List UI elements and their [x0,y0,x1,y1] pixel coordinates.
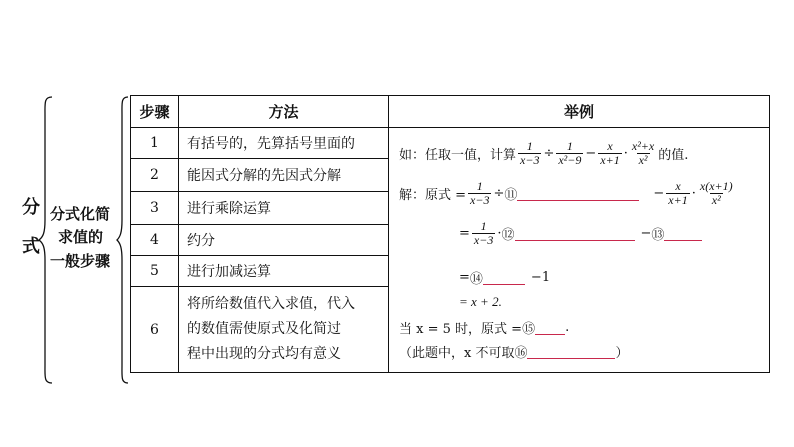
step-number: 2 [131,159,179,192]
blank-16[interactable] [527,344,615,359]
table-header-row [131,96,770,128]
step-method: 进行乘除运算 [179,192,389,225]
example-line-4: = ⑭ −1 [459,270,551,287]
fraction-5: $\frac{1}{x-3}$ [470,179,490,207]
minus-sign: − [585,145,597,161]
blank-13[interactable] [664,226,702,241]
step-method [179,287,389,373]
steps-table [130,95,770,373]
blank-12-label: ⑫ [501,227,515,243]
table-row [131,128,770,159]
blank-16-label: ⑯ [514,346,528,361]
example-line-2: 解：原式 = $\frac{1}{x-3}$ ÷ ⑪ − $\frac{x}{x+1}$ · $\frac{x(x+1)}{\text{x²}}$ [399,179,733,207]
example-cell [389,128,770,373]
evaluate-text: 当 x = 5 时，原式 = [399,322,523,337]
fraction-4: $\frac{\text{x²+x}}{\text{x²}}$ [631,139,655,167]
step-method: 有括号的，先算括号里面的 [179,128,389,159]
solution-prefix: 解：原式 = [399,187,467,203]
method-line: 程中出现的分式均有意义 [187,346,341,362]
method-line: 的数值需使原式及化简过 [187,321,341,337]
inner-brace [116,95,130,385]
section-title-char-2: 式 [22,236,40,257]
method-line: 将所给数值代入求值，代入 [187,296,355,312]
dot-sign: · [623,145,628,161]
divide-sign: ÷ [543,145,555,161]
example-line-3: = $\frac{1}{x-3}$ · ⑫ − ⑬ [459,220,702,246]
fraction-8: $\frac{1}{x-3}$ [473,219,494,247]
header-step: 步骤 [131,96,179,128]
fraction-1: $\frac{1}{x-3}$ [520,139,540,167]
blank-12[interactable] [515,226,635,241]
fraction-7: $\frac{x(x+1)}{\text{x²}}$ [699,179,733,207]
result-expression: = x + 2. [459,294,502,309]
step-number: 4 [131,225,179,256]
example-line-6: 当 x = 5 时，原式 = ⑮ . [399,320,570,337]
fraction-6: $\frac{x}{x+1}$ [668,179,688,207]
minus-one: −1 [530,270,551,285]
header-example: 举例 [389,96,770,128]
outer-brace [38,95,54,385]
step-number: 3 [131,192,179,225]
blank-11-label: ⑪ [504,187,518,203]
section-title-char-1: 分 [22,197,40,218]
header-method: 方法 [179,96,389,128]
note-prefix: （此题中，x 不可取 [399,346,515,361]
step-method: 能因式分解的先因式分解 [179,159,389,192]
step-number: 6 [131,287,179,373]
subtitle-line-3: 一般步骤 [50,252,111,270]
blank-11[interactable] [517,186,639,201]
blank-13-label: ⑬ [651,227,665,243]
blank-14[interactable] [483,270,525,285]
example-line-7: （此题中，x 不可取 ⑯ ） [399,342,629,361]
step-method: 进行加减运算 [179,256,389,287]
subtitle-line-2: 求值的 [58,228,104,246]
step-number: 5 [131,256,179,287]
example-prefix: 如：任取一值，计算 [399,147,517,163]
blank-15[interactable] [535,320,565,335]
example-suffix: 的值. [658,147,689,163]
example-line-5 [459,294,502,310]
fraction-3: $\frac{x}{x+1}$ [600,139,620,167]
blank-14-label: ⑭ [469,272,483,287]
subtitle-line-1: 分式化简 [50,205,111,223]
step-number: 1 [131,128,179,159]
step-method: 约分 [179,225,389,256]
blank-15-label: ⑮ [522,322,536,337]
example-line-1 [399,140,688,166]
fraction-2: $\frac{1}{\text{x²−9}}$ [558,139,582,167]
